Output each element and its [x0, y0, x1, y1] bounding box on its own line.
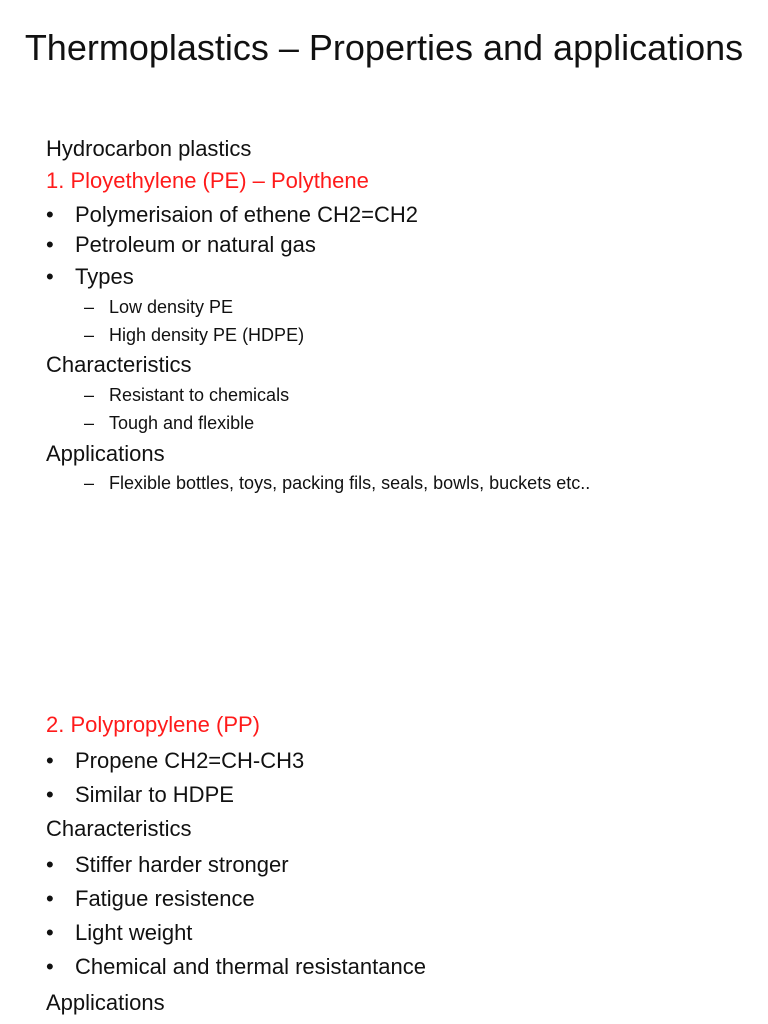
bullet-icon: • [46, 232, 54, 257]
dash-icon: – [84, 325, 95, 345]
group-label: Hydrocarbon plastics [46, 136, 252, 161]
list-item-text: Fatigue resistence [75, 886, 255, 911]
list-item-text: Types [75, 264, 134, 289]
list-item-text: Similar to HDPE [75, 782, 234, 807]
bullet-icon: • [46, 202, 54, 227]
bullet-icon: • [46, 852, 54, 877]
list-item [46, 780, 234, 810]
characteristics-label: Characteristics [46, 816, 192, 841]
applications-label: Applications [46, 441, 165, 466]
list-item [46, 746, 304, 776]
list-item [46, 918, 192, 948]
list-item-text: Stiffer harder stronger [75, 852, 289, 877]
dash-icon: – [84, 413, 95, 433]
sub-list-item [84, 470, 590, 496]
list-item-text: Chemical and thermal resistantance [75, 954, 426, 979]
sub-list-item [84, 382, 289, 408]
bullet-icon: • [46, 954, 54, 979]
sub-list-item [84, 410, 254, 436]
list-item-text: Propene CH2=CH-CH3 [75, 748, 305, 773]
slide-title: Thermoplastics – Properties and applications [24, 27, 744, 68]
list-item [46, 200, 418, 230]
list-item-text: Petroleum or natural gas [75, 232, 316, 257]
sub-list-item-text: Flexible bottles, toys, packing fils, seals, bowls, buckets etc.. [109, 473, 591, 493]
sub-list-item-text: Resistant to chemicals [109, 385, 290, 405]
sub-list-item-text: Tough and flexible [109, 413, 255, 433]
bullet-icon: • [46, 748, 54, 773]
sub-list-item [84, 322, 304, 348]
bullet-icon: • [46, 782, 54, 807]
list-item [46, 952, 426, 982]
bullet-icon: • [46, 886, 54, 911]
sub-list-item [84, 294, 233, 320]
list-item-text: Polymerisaion of ethene CH2=CH2 [75, 202, 419, 227]
bullet-icon: • [46, 264, 54, 289]
bullet-icon: • [46, 920, 54, 945]
dash-icon: – [84, 473, 95, 493]
list-item [46, 230, 316, 260]
dash-icon: – [84, 385, 95, 405]
sub-list-item-text: Low density PE [109, 297, 234, 317]
section2-heading: 2. Polypropylene (PP) [46, 712, 260, 737]
applications-label: Applications [46, 990, 165, 1015]
list-item [46, 884, 255, 914]
list-item [46, 262, 134, 292]
list-item-text: Light weight [75, 920, 193, 945]
sub-list-item-text: High density PE (HDPE) [109, 325, 305, 345]
dash-icon: – [84, 297, 95, 317]
characteristics-label: Characteristics [46, 352, 192, 377]
section1-heading: 1. Ployethylene (PE) – Polythene [46, 168, 369, 193]
list-item [46, 850, 289, 880]
